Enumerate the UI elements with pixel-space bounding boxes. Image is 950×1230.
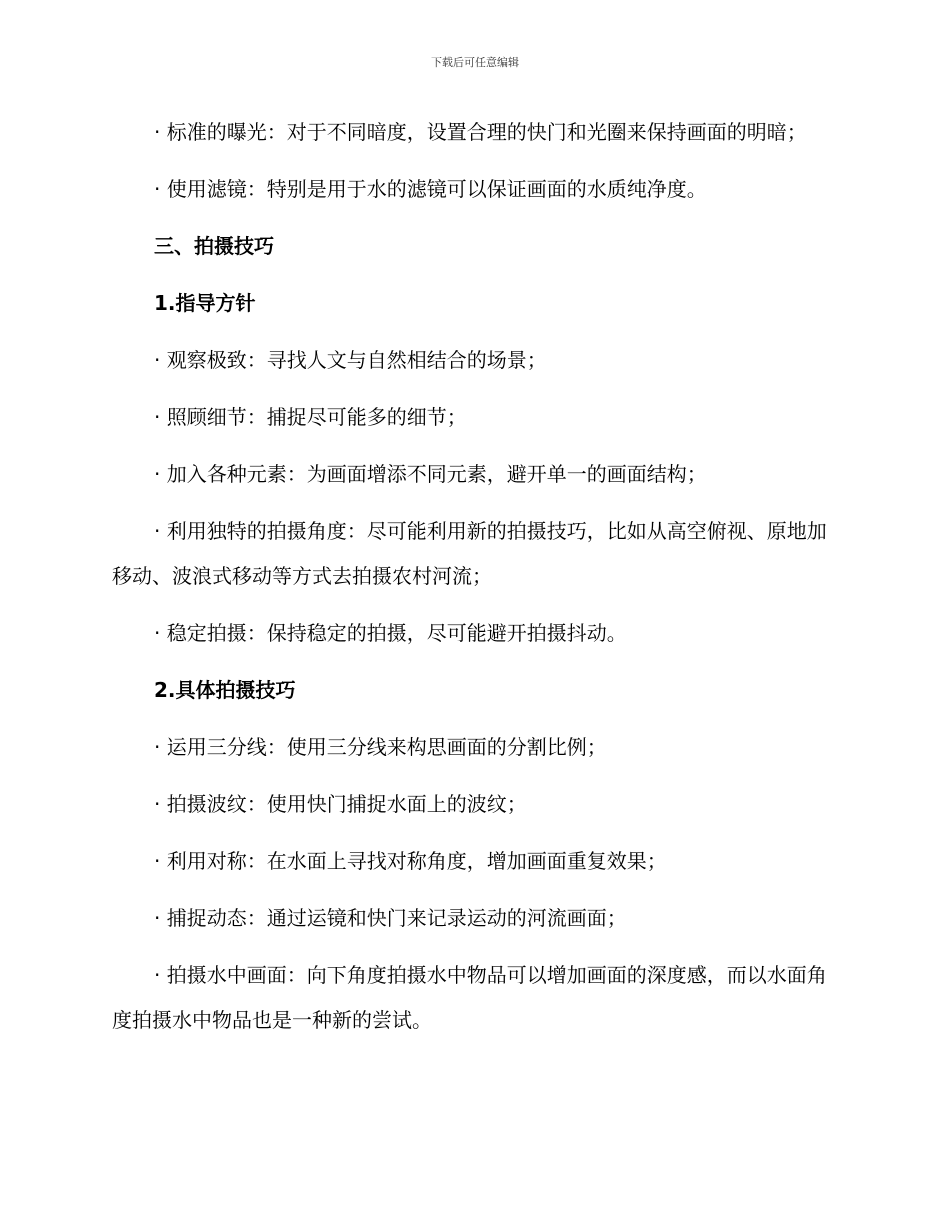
paragraph-angles: · 利用独特的拍摄角度：尽可能利用新的拍摄技巧，比如从高空俯视、原地加移动、波浪式移动等方式去拍摄农村河流； xyxy=(112,519,827,588)
paragraph-exposure: · 标准的曝光：对于不同暗度，设置合理的快门和光圈来保持画面的明暗； xyxy=(154,120,807,144)
paragraph-ripples: · 拍摄波纹：使用快门捕捉水面上的波纹； xyxy=(154,792,527,816)
paragraph-elements: · 加入各种元素：为画面增添不同元素，避开单一的画面结构； xyxy=(154,462,707,486)
subsection-heading-guidelines: 1.指导方针 xyxy=(154,291,256,315)
paragraph-details: · 照顾细节：捕捉尽可能多的细节； xyxy=(154,405,467,429)
paragraph-motion: · 捕捉动态：通过运镜和快门来记录运动的河流画面； xyxy=(154,906,627,930)
paragraph-filter: · 使用滤镜：特别是用于水的滤镜可以保证画面的水质纯净度。 xyxy=(154,177,707,201)
paragraph-stable: · 稳定拍摄：保持稳定的拍摄，尽可能避开拍摄抖动。 xyxy=(154,621,627,645)
paragraph-observe: · 观察极致：寻找人文与自然相结合的场景； xyxy=(154,348,547,372)
section-heading-shooting-tips: 三、拍摄技巧 xyxy=(154,234,274,258)
page-header: 下载后可任意编辑 xyxy=(431,56,519,69)
paragraph-thirds: · 运用三分线：使用三分线来构思画面的分割比例； xyxy=(154,735,607,759)
paragraph-symmetry: · 利用对称：在水面上寻找对称角度，增加画面重复效果； xyxy=(154,849,667,873)
paragraph-underwater: · 拍摄水中画面：向下角度拍摄水中物品可以增加画面的深度感，而以水面角度拍摄水中物品也是一种新的尝试。 xyxy=(112,963,827,1032)
subsection-heading-specific-tips: 2.具体拍摄技巧 xyxy=(154,678,296,702)
document-body xyxy=(112,110,832,1055)
